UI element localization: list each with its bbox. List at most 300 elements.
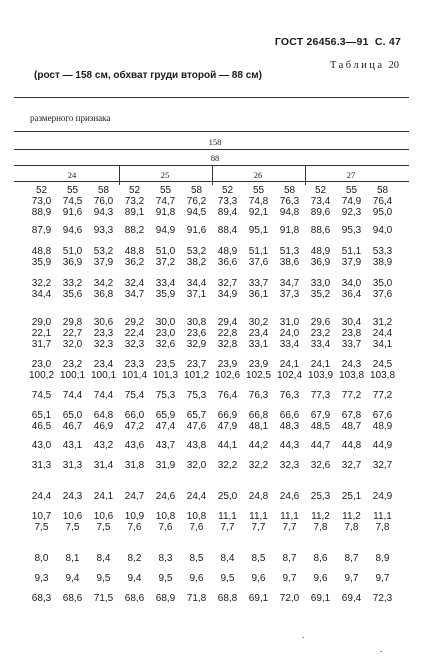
- table-cell: 33,7: [341, 339, 362, 350]
- hip-col: 55: [345, 185, 358, 196]
- table-cell: 94,9: [155, 225, 176, 236]
- table-row: [26, 328, 398, 339]
- table-cell: 87,9: [31, 225, 52, 236]
- table-cell: 46,9: [93, 421, 114, 432]
- table-row: [26, 421, 398, 432]
- table-cell: 44,2: [248, 440, 269, 451]
- table-cell: 37,6: [372, 289, 393, 300]
- table-cell: 91,8: [279, 225, 300, 236]
- table-cell: 32,8: [217, 339, 238, 350]
- table-cell: 66,8: [248, 410, 269, 421]
- table-cell: 95,0: [372, 207, 393, 218]
- table-cell: 23,6: [186, 328, 207, 339]
- table-cell: 7,6: [158, 522, 173, 533]
- table-cell: 102,4: [276, 370, 303, 381]
- table-cell: 91,6: [62, 207, 83, 218]
- table-cell: 25,3: [310, 491, 331, 502]
- table-cell: 34,1: [372, 339, 393, 350]
- table-cell: 35,9: [31, 257, 52, 268]
- table-cell: 8,3: [158, 553, 173, 564]
- table-cell: 43,6: [124, 440, 145, 451]
- table-row: [26, 410, 398, 421]
- table-cell: 46,5: [31, 421, 52, 432]
- table-label: [330, 60, 399, 71]
- table-cell: 8,7: [282, 553, 297, 564]
- table-cell: 9,5: [158, 573, 173, 584]
- table-cell: 48,7: [341, 421, 362, 432]
- table-cell: 51,1: [248, 246, 269, 257]
- hip-col: 58: [376, 185, 389, 196]
- table-cell: 43,0: [31, 440, 52, 451]
- table-cell: 31,8: [124, 460, 145, 471]
- table-cell: 31,7: [31, 339, 52, 350]
- table-cell: 22,4: [124, 328, 145, 339]
- table-row: [26, 359, 398, 370]
- table-cell: 71,5: [93, 593, 114, 604]
- table-cell: 23,3: [124, 359, 145, 370]
- group-label-2: 25: [160, 170, 170, 180]
- table-cell: 68,6: [62, 593, 83, 604]
- table-cell: 25,1: [341, 491, 362, 502]
- table-cell: 100,1: [90, 370, 117, 381]
- table-cell: 8,5: [189, 553, 204, 564]
- table-cell: 34,9: [217, 289, 238, 300]
- table-cell: 24,0: [279, 328, 300, 339]
- table-cell: 24,1: [310, 359, 331, 370]
- table-cell: 73,0: [31, 196, 52, 207]
- table-cell: 7,8: [344, 522, 359, 533]
- table-cell: 32,2: [248, 460, 269, 471]
- table-cell: 102,5: [245, 370, 272, 381]
- table-cell: 101,2: [183, 370, 210, 381]
- table-row: [26, 440, 398, 451]
- table-row: [26, 573, 398, 584]
- table-cell: 25,0: [217, 491, 238, 502]
- hip-col: 52: [128, 185, 141, 196]
- table-cell: 34,4: [31, 289, 52, 300]
- table-cell: 67,6: [372, 410, 393, 421]
- table-cell: 66,9: [217, 410, 238, 421]
- table-cell: 44,1: [217, 440, 238, 451]
- table-cell: 33,0: [310, 278, 331, 289]
- table-cell: 94,3: [93, 207, 114, 218]
- table-cell: 24,4: [186, 491, 207, 502]
- table-cell: 10,6: [93, 511, 114, 522]
- table-cell: 9,7: [375, 573, 390, 584]
- table-cell: 7,7: [251, 522, 266, 533]
- table-cell: 32,6: [310, 460, 331, 471]
- table-cell: 76,4: [372, 196, 393, 207]
- table-cell: 23,8: [341, 328, 362, 339]
- table-cell: 8,5: [251, 553, 266, 564]
- table-cell: 24,6: [155, 491, 176, 502]
- table-cell: 23,2: [310, 328, 331, 339]
- table-cell: 8,7: [344, 553, 359, 564]
- table-cell: 66,0: [124, 410, 145, 421]
- table-cell: 68,9: [155, 593, 176, 604]
- group-label-4: 27: [346, 170, 356, 180]
- table-cell: 77,2: [372, 390, 393, 401]
- table-row: [26, 522, 398, 533]
- table-row: [26, 257, 398, 268]
- table-row: [26, 289, 398, 300]
- table-cell: 23,0: [31, 359, 52, 370]
- group-label-1: 24: [67, 170, 77, 180]
- table-cell: 24,4: [372, 328, 393, 339]
- table-cell: 37,2: [155, 257, 176, 268]
- table-cell: 29,4: [217, 317, 238, 328]
- table-cell: 36,9: [62, 257, 83, 268]
- table-cell: 32,3: [124, 339, 145, 350]
- hip-col: 52: [35, 185, 48, 196]
- stray-mark: .: [380, 644, 383, 654]
- table-row: [26, 370, 398, 381]
- table-cell: 89,1: [124, 207, 145, 218]
- table-cell: 10,8: [186, 511, 207, 522]
- table-cell: 94,0: [372, 225, 393, 236]
- stray-mark: .: [302, 630, 305, 640]
- table-cell: 32,9: [186, 339, 207, 350]
- table-cell: 89,4: [217, 207, 238, 218]
- table-cell: 76,0: [93, 196, 114, 207]
- table-cell: 7,7: [220, 522, 235, 533]
- hip-col: 55: [66, 185, 79, 196]
- table-cell: 36,8: [93, 289, 114, 300]
- table-cell: 44,8: [341, 440, 362, 451]
- table-cell: 65,7: [186, 410, 207, 421]
- table-row: [26, 246, 398, 257]
- table-cell: 30,8: [186, 317, 207, 328]
- table-cell: 37,3: [279, 289, 300, 300]
- table-cell: 24,8: [248, 491, 269, 502]
- table-cell: 51,3: [279, 246, 300, 257]
- table-cell: 43,7: [155, 440, 176, 451]
- table-cell: 9,5: [96, 573, 111, 584]
- table-cell: 68,6: [124, 593, 145, 604]
- table-cell: 24,4: [31, 491, 52, 502]
- height-rule: [14, 149, 409, 150]
- table-cell: 101,3: [152, 370, 179, 381]
- table-row: [26, 196, 398, 207]
- hip-col: 55: [159, 185, 172, 196]
- table-cell: 36,4: [341, 289, 362, 300]
- table-cell: 9,6: [189, 573, 204, 584]
- table-cell: 74,4: [93, 390, 114, 401]
- table-cell: 10,8: [155, 511, 176, 522]
- table-cell: 31,0: [279, 317, 300, 328]
- table-cell: 48,9: [372, 421, 393, 432]
- table-cell: 8,9: [375, 553, 390, 564]
- height-value: 158: [208, 137, 222, 147]
- table-cell: 32,4: [124, 278, 145, 289]
- table-cell: 48,9: [217, 246, 238, 257]
- table-cell: 48,8: [31, 246, 52, 257]
- table-cell: 75,4: [124, 390, 145, 401]
- table-cell: 68,8: [217, 593, 238, 604]
- table-cell: 11,1: [218, 511, 237, 522]
- table-cell: 9,3: [34, 573, 49, 584]
- table-cell: 95,1: [248, 225, 269, 236]
- table-cell: 88,2: [124, 225, 145, 236]
- table-cell: 8,4: [96, 553, 111, 564]
- table-cell: 47,2: [124, 421, 145, 432]
- table-cell: 91,6: [186, 225, 207, 236]
- table-cell: 33,7: [248, 278, 269, 289]
- table-cell: 65,9: [155, 410, 176, 421]
- table-cell: 72,0: [279, 593, 300, 604]
- table-cell: 65,1: [31, 410, 52, 421]
- table-cell: 48,9: [310, 246, 331, 257]
- hip-col: 58: [190, 185, 203, 196]
- table-cell: 76,2: [186, 196, 207, 207]
- table-cell: 94,8: [279, 207, 300, 218]
- table-cell: 38,6: [279, 257, 300, 268]
- table-cell: 32,0: [186, 460, 207, 471]
- table-cell: 37,6: [248, 257, 269, 268]
- table-cell: 32,7: [372, 460, 393, 471]
- table-cell: 92,3: [341, 207, 362, 218]
- table-cell: 33,4: [155, 278, 176, 289]
- table-cell: 37,9: [93, 257, 114, 268]
- table-cell: 11,2: [311, 511, 330, 522]
- table-cell: 11,1: [280, 511, 299, 522]
- table-cell: 74,9: [341, 196, 362, 207]
- table-row: [26, 593, 398, 604]
- table-cell: 44,3: [279, 440, 300, 451]
- table-cell: 77,3: [310, 390, 331, 401]
- table-cell: 72,3: [372, 593, 393, 604]
- table-cell: 10,7: [31, 511, 52, 522]
- table-cell: 88,9: [31, 207, 52, 218]
- table-cell: 24,3: [62, 491, 83, 502]
- table-cell: 7,5: [65, 522, 80, 533]
- data-table: [26, 181, 398, 604]
- table-cell: 9,7: [282, 573, 297, 584]
- table-cell: 23,9: [217, 359, 238, 370]
- table-cell: 31,9: [155, 460, 176, 471]
- table-cell: 75,3: [155, 390, 176, 401]
- table-cell: 53,2: [93, 246, 114, 257]
- table-cell: 100,2: [28, 370, 55, 381]
- table-cell: 22,7: [62, 328, 83, 339]
- table-cell: 23,0: [155, 328, 176, 339]
- table-top-border: [14, 97, 409, 98]
- table-cell: 51,0: [62, 246, 83, 257]
- table-cell: 33,2: [62, 278, 83, 289]
- table-cell: 9,6: [313, 573, 328, 584]
- table-cell: 65,0: [62, 410, 83, 421]
- table-cell: 93,3: [93, 225, 114, 236]
- table-cell: 29,8: [62, 317, 83, 328]
- table-cell: 103,9: [307, 370, 334, 381]
- table-cell: 32,0: [62, 339, 83, 350]
- table-cell: 94,5: [186, 207, 207, 218]
- table-cell: 33,4: [310, 339, 331, 350]
- table-cell: 32,6: [155, 339, 176, 350]
- table-row: [26, 225, 398, 236]
- table-cell: 103,8: [369, 370, 396, 381]
- chest-value: 88: [210, 153, 220, 163]
- table-cell: 32,3: [93, 339, 114, 350]
- table-cell: 75,3: [186, 390, 207, 401]
- table-label-word: Таблица: [329, 60, 385, 71]
- table-cell: 74,8: [248, 196, 269, 207]
- table-cell: 36,6: [217, 257, 238, 268]
- table-row: [26, 390, 398, 401]
- table-row: [26, 553, 398, 564]
- table-cell: 68,3: [31, 593, 52, 604]
- table-row: [26, 339, 398, 350]
- table-cell: 29,6: [310, 317, 331, 328]
- table-cell: 30,0: [155, 317, 176, 328]
- table-cell: 30,4: [341, 317, 362, 328]
- table-cell: 24,1: [93, 491, 114, 502]
- table-cell: 8,6: [313, 553, 328, 564]
- table-cell: 32,3: [279, 460, 300, 471]
- table-cell: 23,4: [93, 359, 114, 370]
- table-cell: 44,9: [372, 440, 393, 451]
- table-cell: 35,9: [155, 289, 176, 300]
- table-number: 20: [388, 60, 399, 71]
- table-cell: 7,8: [313, 522, 328, 533]
- table-cell: 34,0: [341, 278, 362, 289]
- hip-col: 58: [283, 185, 296, 196]
- table-cell: 29,0: [31, 317, 52, 328]
- table-cell: 51,1: [341, 246, 362, 257]
- group-label-3: 26: [253, 170, 263, 180]
- table-cell: 51,0: [155, 246, 176, 257]
- table-cell: 35,0: [372, 278, 393, 289]
- hip-col: 52: [221, 185, 234, 196]
- table-cell: 101,4: [121, 370, 148, 381]
- table-cell: 10,6: [62, 511, 83, 522]
- table-cell: 64,8: [93, 410, 114, 421]
- hip-col: 55: [252, 185, 265, 196]
- table-cell: 32,7: [341, 460, 362, 471]
- table-cell: 74,5: [31, 390, 52, 401]
- table-cell: 24,6: [279, 491, 300, 502]
- table-cell: 9,5: [220, 573, 235, 584]
- table-row: [26, 278, 398, 289]
- table-row: [26, 460, 398, 471]
- table-cell: 69,1: [310, 593, 331, 604]
- document-id: ГОСТ 26456.3—91: [274, 36, 369, 48]
- table-cell: 9,4: [127, 573, 142, 584]
- table-cell: 7,5: [96, 522, 111, 533]
- table-cell: 76,4: [217, 390, 238, 401]
- page-number: С. 47: [374, 36, 401, 48]
- table-subtitle: (рост — 158 см, обхват груди второй — 88 см): [34, 70, 262, 81]
- table-cell: 48,1: [248, 421, 269, 432]
- table-cell: 23,4: [248, 328, 269, 339]
- table-cell: 35,6: [62, 289, 83, 300]
- table-cell: 7,6: [189, 522, 204, 533]
- table-row: [26, 511, 398, 522]
- table-cell: 31,3: [62, 460, 83, 471]
- table-cell: 36,1: [248, 289, 269, 300]
- table-cell: 24,7: [124, 491, 145, 502]
- table-cell: 34,2: [93, 278, 114, 289]
- table-cell: 95,3: [341, 225, 362, 236]
- table-cell: 76,3: [279, 390, 300, 401]
- table-cell: 11,1: [249, 511, 268, 522]
- table-cell: 35,2: [310, 289, 331, 300]
- table-cell: 31,4: [93, 460, 114, 471]
- table-cell: 69,1: [248, 593, 269, 604]
- table-cell: 77,2: [341, 390, 362, 401]
- table-cell: 7,8: [375, 522, 390, 533]
- table-cell: 67,9: [310, 410, 331, 421]
- table-cell: 66,6: [279, 410, 300, 421]
- table-cell: 73,2: [124, 196, 145, 207]
- table-cell: 94,6: [62, 225, 83, 236]
- table-cell: 88,4: [217, 225, 238, 236]
- table-cell: 38,2: [186, 257, 207, 268]
- table-cell: 48,5: [310, 421, 331, 432]
- page-header: [275, 36, 401, 48]
- table-cell: 76,3: [248, 390, 269, 401]
- table-cell: 9,7: [344, 573, 359, 584]
- table-cell: 22,1: [31, 328, 52, 339]
- table-cell: 24,1: [279, 359, 300, 370]
- table-cell: 10,9: [124, 511, 145, 522]
- table-cell: 24,3: [341, 359, 362, 370]
- table-cell: 69,4: [341, 593, 362, 604]
- column-caption: размерного признака: [30, 113, 111, 123]
- table-cell: 37,9: [341, 257, 362, 268]
- table-cell: 37,1: [186, 289, 207, 300]
- table-cell: 36,2: [124, 257, 145, 268]
- table-cell: 9,6: [251, 573, 266, 584]
- table-cell: 103,8: [338, 370, 365, 381]
- table-cell: 34,4: [186, 278, 207, 289]
- table-cell: 47,9: [217, 421, 238, 432]
- table-cell: 9,4: [65, 573, 80, 584]
- table-cell: 8,2: [127, 553, 142, 564]
- table-cell: 48,8: [124, 246, 145, 257]
- table-cell: 100,1: [59, 370, 86, 381]
- table-cell: 32,2: [31, 278, 52, 289]
- table-cell: 47,4: [155, 421, 176, 432]
- table-cell: 92,1: [248, 207, 269, 218]
- table-cell: 32,2: [217, 460, 238, 471]
- data-rows: [26, 196, 398, 604]
- table-cell: 74,4: [62, 390, 83, 401]
- table-cell: 48,3: [279, 421, 300, 432]
- table-cell: 29,2: [124, 317, 145, 328]
- table-row: [26, 317, 398, 328]
- table-cell: 67,8: [341, 410, 362, 421]
- table-row: [26, 207, 398, 218]
- table-row: [26, 491, 398, 502]
- table-cell: 23,2: [62, 359, 83, 370]
- table-cell: 71,8: [186, 593, 207, 604]
- table-cell: 73,3: [217, 196, 238, 207]
- hip-col: 52: [314, 185, 327, 196]
- table-cell: 23,3: [93, 328, 114, 339]
- table-cell: 7,5: [34, 522, 49, 533]
- table-cell: 8,1: [65, 553, 80, 564]
- table-cell: 23,5: [155, 359, 176, 370]
- table-cell: 76,3: [279, 196, 300, 207]
- table-cell: 23,7: [186, 359, 207, 370]
- table-cell: 34,7: [124, 289, 145, 300]
- table-cell: 38,9: [372, 257, 393, 268]
- table-cell: 34,7: [279, 278, 300, 289]
- table-cell: 7,7: [282, 522, 297, 533]
- table-cell: 11,1: [373, 511, 392, 522]
- table-cell: 11,2: [342, 511, 361, 522]
